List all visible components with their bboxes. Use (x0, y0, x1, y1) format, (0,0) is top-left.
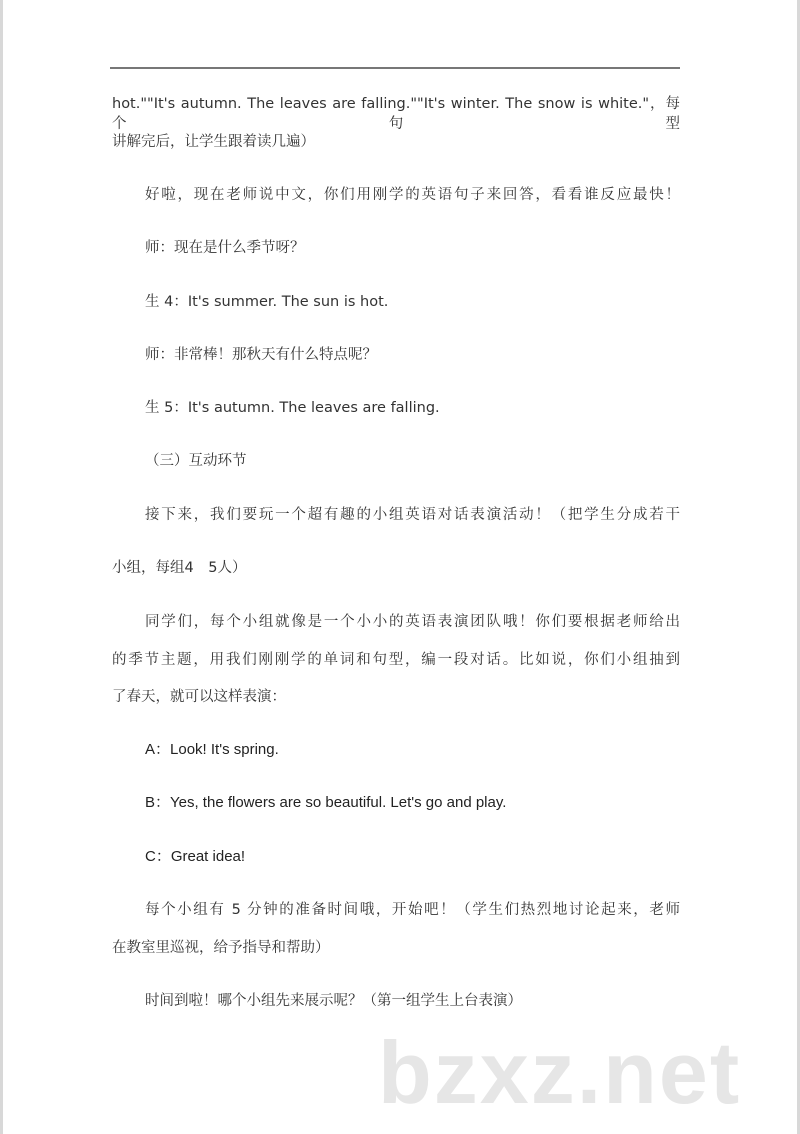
text-line: 的季节主题，用我们刚刚学的单词和句型，编一段对话。比如说，你们小组抽到 (112, 652, 680, 668)
page-edge-left (0, 0, 3, 1134)
text-line: hot.""It's autumn. The leaves are falling.""It's winter. The snow is white."，每个句型 (112, 96, 680, 132)
text-line: 师：非常棒！那秋天有什么特点呢？ (145, 347, 377, 363)
text-line: 时间到啦！哪个小组先来展示呢？（第一组学生上台表演） (145, 993, 522, 1009)
dialogue-line: C：Great idea! (145, 848, 246, 865)
text-line: 接下来，我们要玩一个超有趣的小组英语对话表演活动！（把学生分成若干 (145, 507, 680, 523)
dialogue-line: 生 5：It's autumn. The leaves are falling. (145, 400, 440, 416)
header-rule (110, 67, 680, 69)
text-line: 在教室里巡视，给予指导和帮助） (112, 940, 330, 956)
dialogue-line: A：Look! It's spring. (145, 741, 279, 758)
text-line: 讲解完后，让学生跟着读几遍） (112, 134, 315, 150)
watermark: bzxz.net (378, 1023, 742, 1122)
text-line: 好啦，现在老师说中文，你们用刚学的英语句子来回答，看看谁反应最快！ (145, 187, 680, 203)
text-line: 每个小组有 5 分钟的准备时间哦，开始吧！（学生们热烈地讨论起来，老师 (145, 902, 680, 918)
dialogue-line: 生 4：It's summer. The sun is hot. (145, 294, 389, 310)
text-line: 了春天，就可以这样表演： (112, 689, 286, 705)
section-heading: （三）互动环节 (145, 453, 247, 469)
dialogue-line: B：Yes, the flowers are so beautiful. Let's go and play. (145, 794, 507, 811)
text-line: 小组，每组4 5人） (112, 560, 247, 576)
text-line: 同学们，每个小组就像是一个小小的英语表演团队哦！你们要根据老师给出 (145, 614, 680, 630)
text-line: 师：现在是什么季节呀？ (145, 240, 305, 256)
